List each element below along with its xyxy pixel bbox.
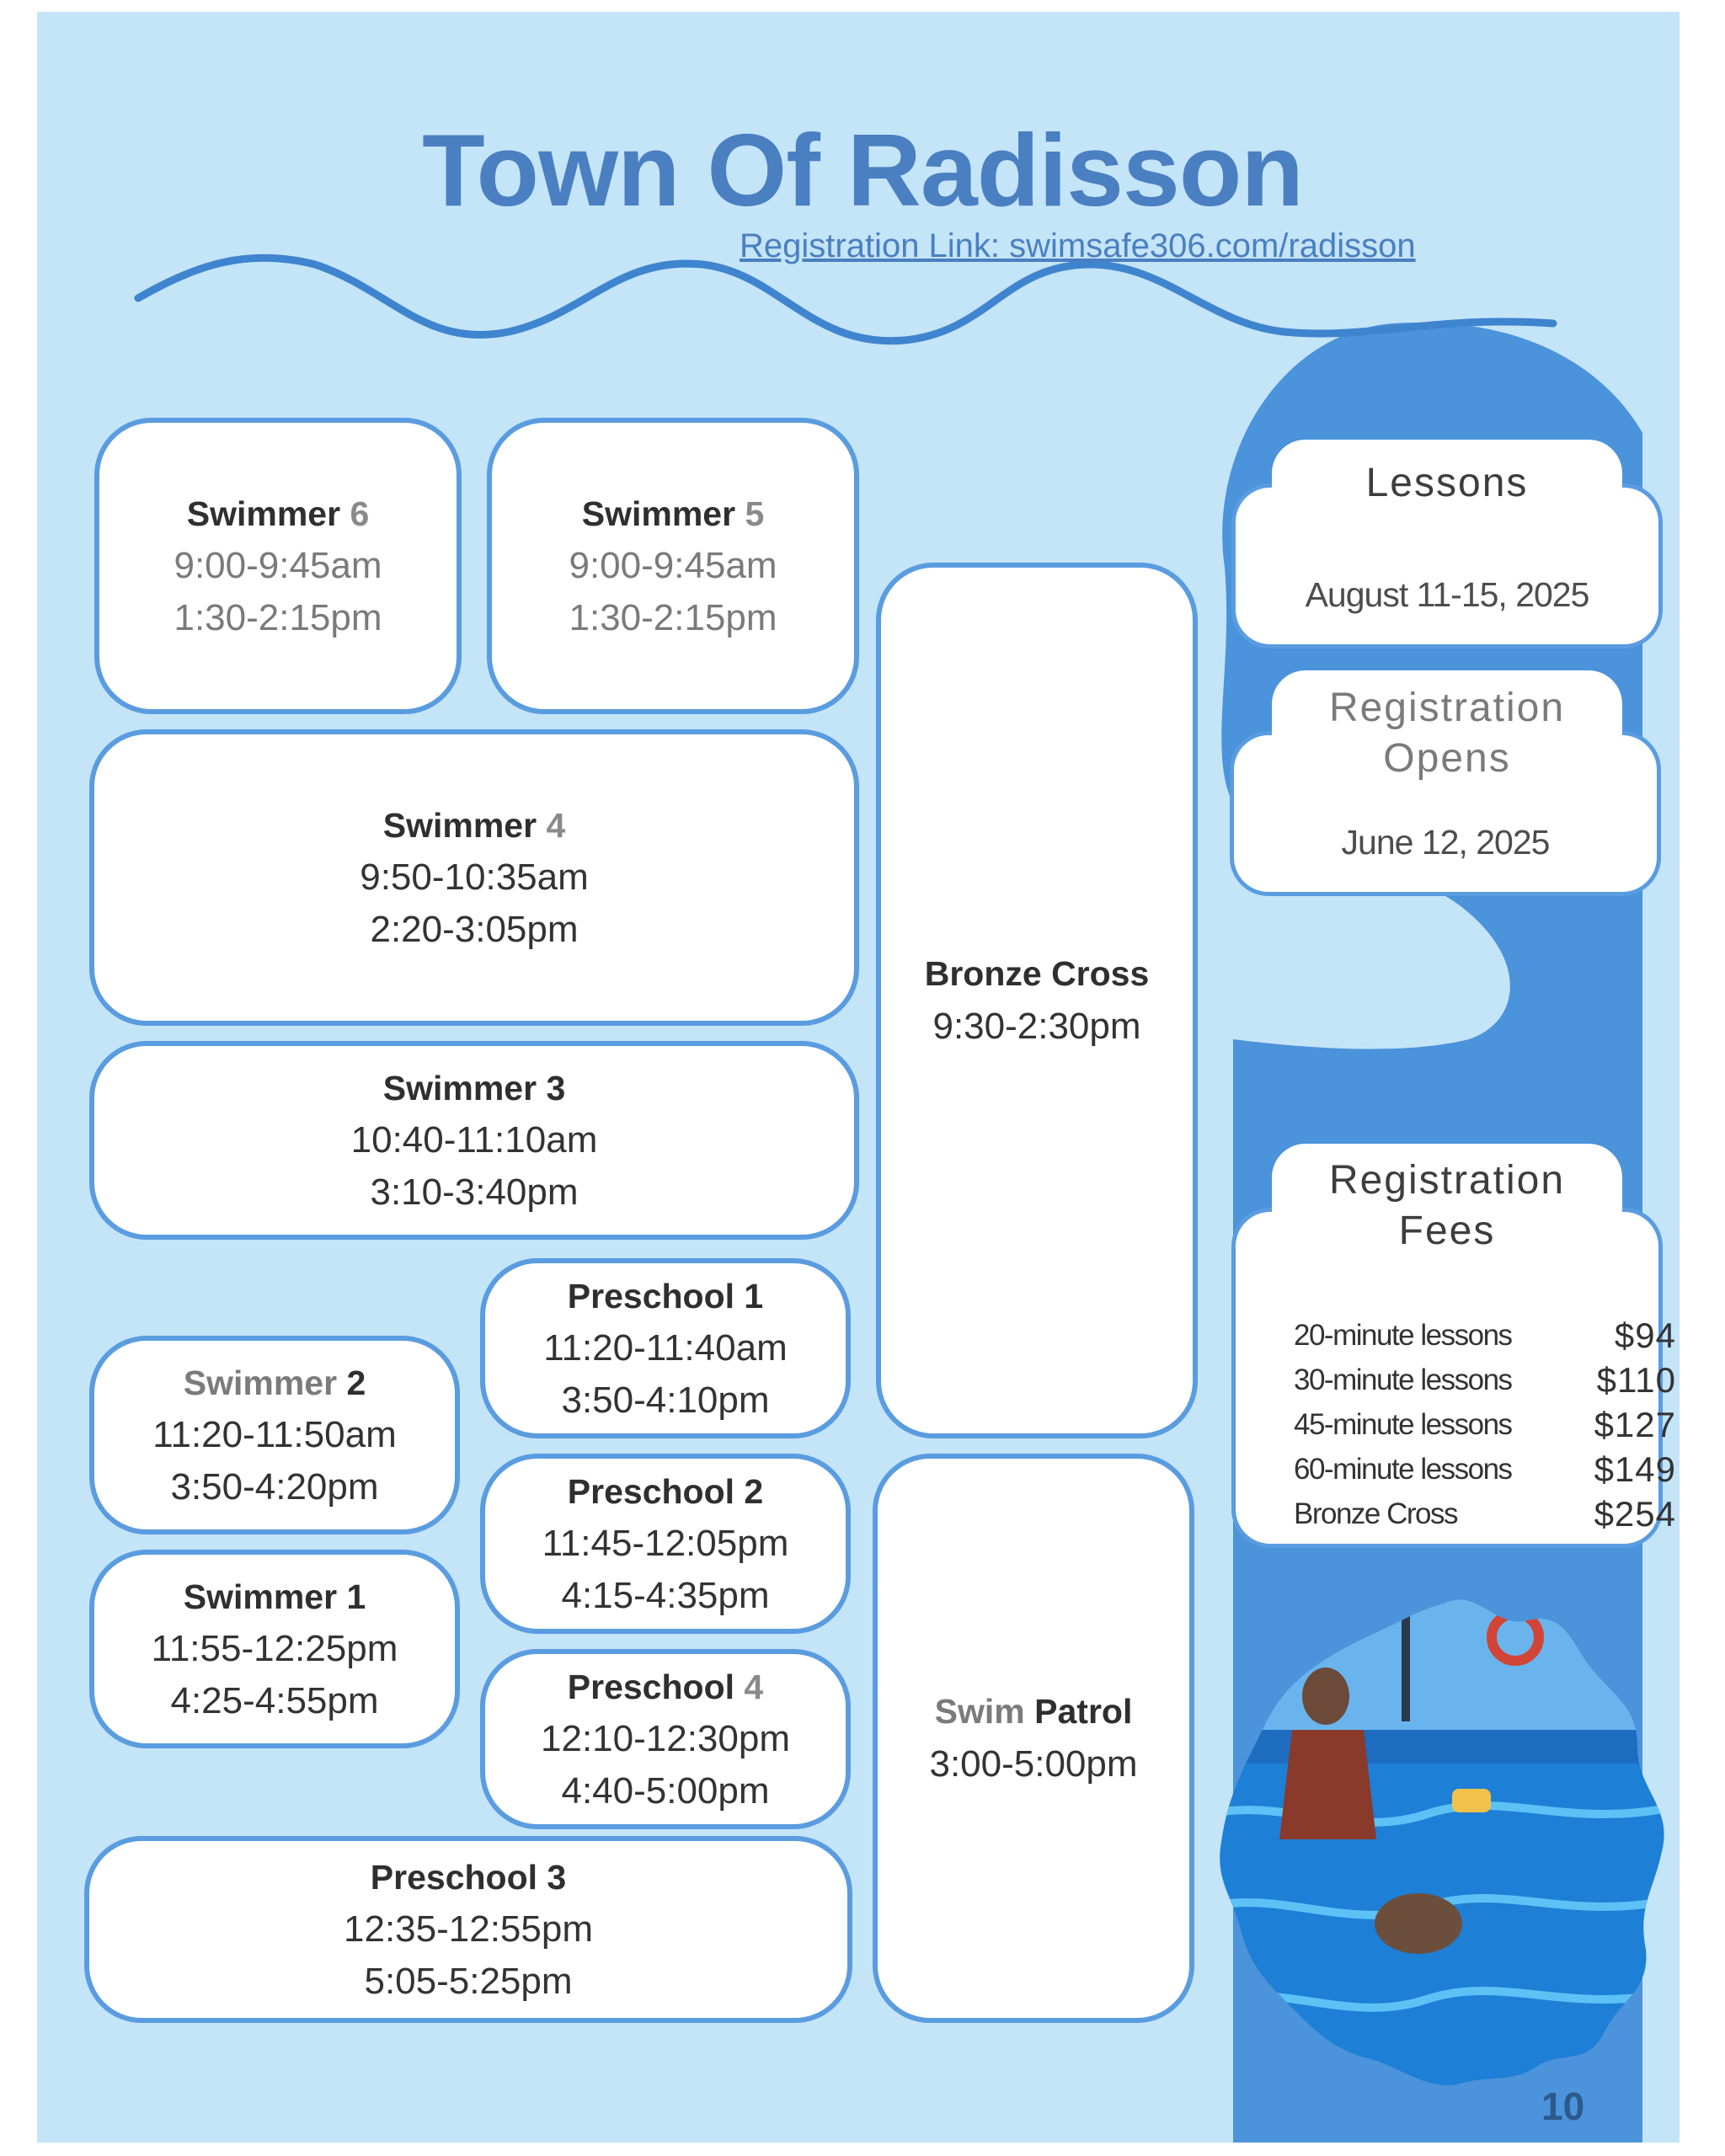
class-time: 9:00-9:45am — [174, 545, 382, 587]
lessons-dates: August 11-15, 2025 — [1305, 575, 1589, 614]
class-time: 2:20-3:05pm — [370, 908, 579, 950]
card-preschool-3 — [84, 1836, 852, 2023]
page-title: Town Of Radisson — [422, 113, 1303, 227]
class-time: 11:20-11:40am — [543, 1327, 788, 1369]
fee-row: 60-minute lessons $149 — [1294, 1449, 1676, 1489]
card-bronze-cross — [876, 563, 1198, 1438]
card-swimmer-3 — [89, 1041, 859, 1240]
class-time: 12:10-12:30pm — [541, 1718, 790, 1760]
class-time: 1:30-2:15pm — [174, 596, 382, 638]
class-time: 9:00-9:45am — [569, 545, 777, 587]
class-name: Swimmer 6 — [186, 494, 370, 533]
class-name: Swim Patrol — [934, 1692, 1133, 1732]
class-time: 11:55-12:25pm — [151, 1628, 398, 1670]
fees-list — [1294, 1313, 1676, 1536]
class-time: 3:50-4:20pm — [170, 1465, 379, 1508]
registration-fees-heading: Registration Fees — [1272, 1144, 1622, 1268]
class-time: 4:15-4:35pm — [561, 1574, 770, 1616]
class-time: 3:00-5:00pm — [929, 1742, 1138, 1785]
class-time: 5:05-5:25pm — [364, 1960, 573, 2002]
registration-opens-date: June 12, 2025 — [1341, 823, 1550, 862]
fee-row: 45-minute lessons $127 — [1294, 1404, 1676, 1444]
class-time: 3:50-4:10pm — [561, 1379, 770, 1421]
class-name: Preschool 3 — [370, 1857, 567, 1897]
class-name: Preschool 4 — [567, 1667, 764, 1706]
class-name: Swimmer 2 — [183, 1363, 366, 1402]
class-time: 4:40-5:00pm — [561, 1769, 770, 1812]
card-preschool-1 — [480, 1258, 851, 1438]
class-time: 9:50-10:35am — [360, 857, 589, 899]
card-swimmer-2 — [89, 1336, 460, 1534]
class-name: Preschool 2 — [567, 1471, 764, 1511]
class-time: 3:10-3:40pm — [370, 1171, 579, 1213]
class-name: Preschool 1 — [567, 1276, 764, 1315]
class-name: Swimmer 5 — [581, 494, 765, 533]
fee-row: 30-minute lessons $110 — [1294, 1359, 1676, 1400]
card-swimmer-5 — [487, 418, 859, 714]
class-name: Swimmer 1 — [183, 1577, 366, 1616]
flyer-page — [37, 12, 1680, 2143]
lessons-heading: Lessons — [1272, 440, 1622, 527]
class-time: 4:25-4:55pm — [170, 1679, 379, 1721]
card-preschool-2 — [480, 1454, 851, 1634]
card-swimmer-4 — [89, 729, 859, 1026]
class-time: 12:35-12:55pm — [344, 1908, 593, 1951]
class-time: 11:45-12:05pm — [542, 1523, 789, 1565]
class-time: 10:40-11:10am — [350, 1119, 598, 1161]
class-name: Bronze Cross — [924, 954, 1150, 994]
class-time: 11:20-11:50am — [152, 1414, 397, 1456]
fee-row: 20-minute lessons $94 — [1294, 1315, 1676, 1355]
class-time: 1:30-2:15pm — [569, 596, 777, 638]
registration-opens-heading: Registration Opens — [1272, 670, 1622, 797]
class-time: 9:30-2:30pm — [932, 1005, 1141, 1047]
card-preschool-4 — [480, 1649, 851, 1829]
card-swim-patrol — [873, 1454, 1194, 2023]
page-number: 10 — [1541, 2084, 1585, 2128]
card-swimmer-6 — [94, 418, 462, 714]
fee-row: Bronze Cross $254 — [1294, 1493, 1676, 1534]
wave-line — [138, 258, 1553, 341]
registration-link[interactable]: Registration Link: swimsafe306.com/radisson — [740, 227, 1416, 264]
card-swimmer-1 — [89, 1550, 460, 1748]
class-name: Swimmer 3 — [382, 1068, 566, 1107]
class-name: Swimmer 4 — [382, 805, 566, 845]
